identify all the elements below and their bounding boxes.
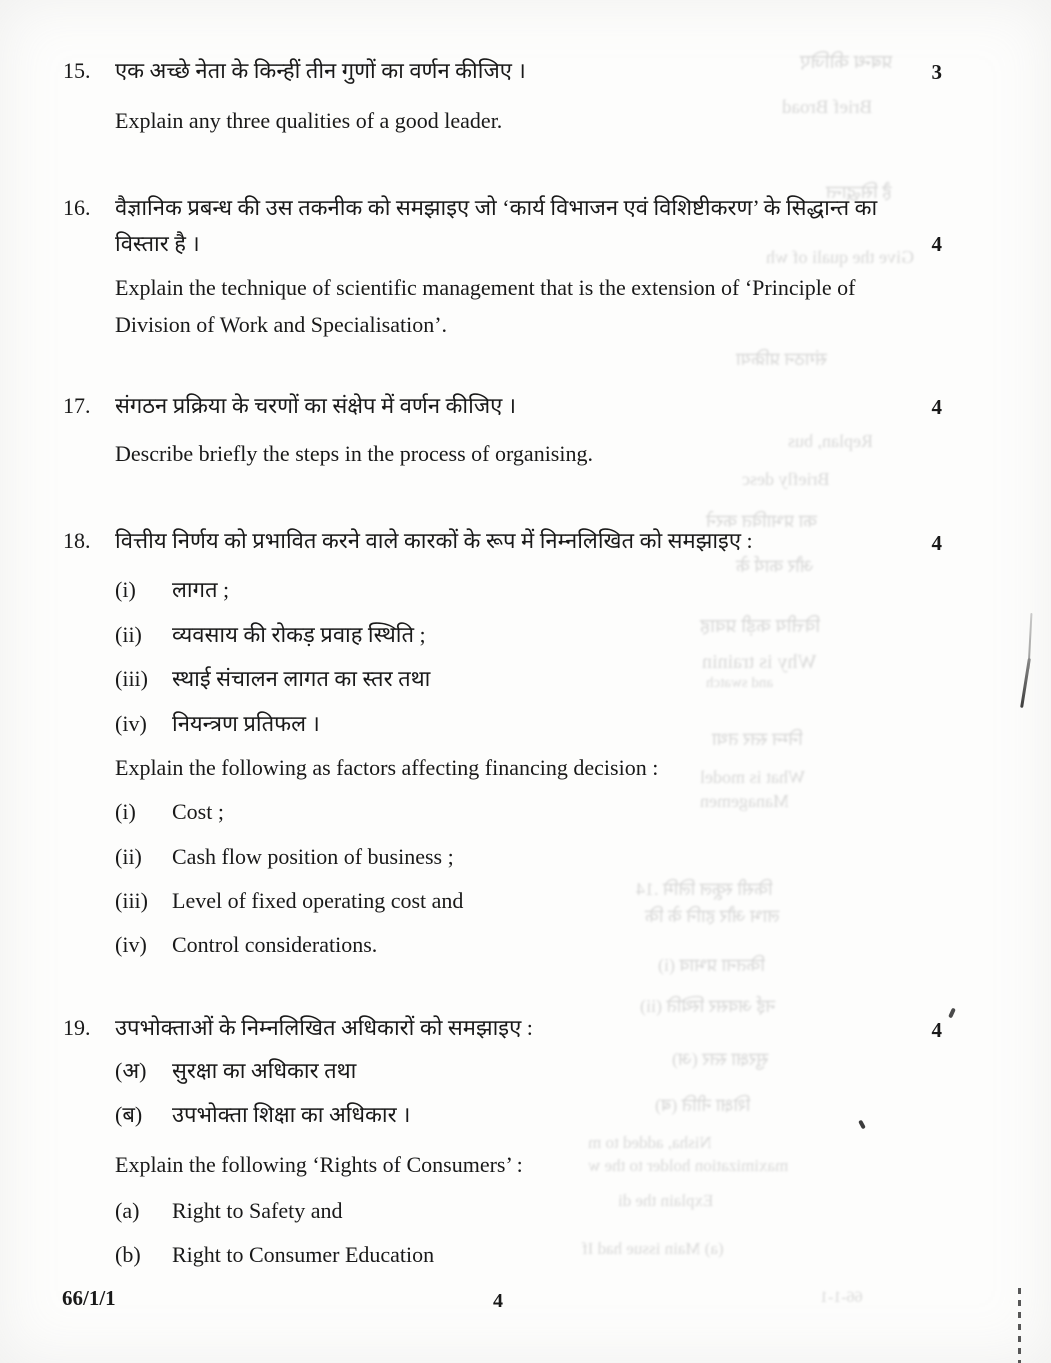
bleed-through-text: Briefly desc: [742, 469, 830, 489]
marks-badge: 4: [931, 1018, 942, 1042]
bleed-through-text: किसी स्कूल लिमि .14: [636, 879, 773, 899]
bleed-through-text: शिक्षा नीति (ब): [655, 1095, 751, 1115]
list-item: [115, 884, 463, 918]
question-number: 15.: [63, 58, 91, 83]
bleed-through-text: है सिद्धान्त: [826, 182, 892, 202]
list-item: [115, 618, 426, 652]
list-item-label: (अ): [115, 1058, 147, 1083]
list-item-text: उपभोक्ता शिक्षा का अधिकार ।: [172, 1102, 411, 1127]
list-item-text: नियन्त्रण प्रतिफल ।: [172, 711, 320, 736]
bleed-through-text: कितना प्रभाव (i): [658, 955, 765, 975]
question-text-english: Explain the following as factors affecting financing decision :: [115, 755, 659, 780]
list-item-text: Right to Consumer Education: [172, 1242, 435, 1267]
question-15-hindi-row: [63, 54, 526, 88]
list-item-text: Right to Safety and: [172, 1198, 343, 1223]
list-item: [115, 1098, 410, 1132]
bleed-through-text: का प्रभावित करने: [706, 511, 818, 531]
bleed-through-text: Managemen: [700, 791, 789, 811]
question-number: 18.: [63, 528, 91, 553]
footer-page-number: 4: [493, 1290, 503, 1312]
bleed-through-text: and swatch: [706, 675, 774, 691]
question-number: 17.: [63, 393, 91, 418]
list-item-label: (b): [115, 1242, 141, 1267]
bleed-through-text: और कार्य के: [736, 556, 814, 576]
list-item-label: (iv): [115, 932, 147, 957]
list-item: [115, 1238, 434, 1272]
bleed-through-text: Give the quali of wh: [766, 247, 914, 267]
pen-scratch-mark: [1020, 658, 1031, 708]
question-16-hindi-row: [63, 191, 877, 225]
question-text-english: Division of Work and Specialisation’.: [115, 312, 448, 337]
list-item-label: (iii): [115, 888, 148, 913]
list-item-label: (i): [115, 799, 136, 824]
question-text-english: Describe briefly the steps in the process of organising.: [115, 441, 593, 466]
question-number: 19.: [63, 1015, 91, 1040]
bleed-through-text: What is model: [700, 767, 805, 787]
list-item: [115, 795, 224, 829]
list-item-text: Cost ;: [172, 799, 224, 824]
question-text-english: Explain the following ‘Rights of Consumers’ :: [115, 1152, 523, 1177]
list-item-text: Cash flow position of business ;: [172, 844, 454, 869]
question-text-hindi: उपभोक्ताओं के निम्नलिखित अधिकारों को समझाइए :: [115, 1015, 533, 1040]
bleed-through-text: Explain the di: [618, 1191, 714, 1210]
list-item-text: Control considerations.: [172, 932, 378, 957]
list-item-label: (ii): [115, 844, 142, 869]
bleed-through-text: Replan, bus: [788, 431, 873, 451]
footer-paper-code: 66/1/1: [62, 1286, 116, 1310]
bleed-through-text: Nisha, added to m: [588, 1133, 712, 1152]
scan-edge-dashed-line: [1018, 1288, 1021, 1363]
bleed-through-text: सुरक्षा स्तर (अ): [672, 1049, 769, 1069]
list-item-label: (i): [115, 577, 136, 602]
list-item: [115, 707, 320, 741]
marks-badge: 4: [931, 232, 942, 256]
bleed-through-text: Why is trainin: [702, 651, 817, 673]
bleed-through-text: maximization holder to the w: [588, 1156, 789, 1175]
question-18-hindi-row: [63, 524, 753, 558]
marks-badge: 4: [931, 531, 942, 555]
list-item: [115, 573, 229, 607]
bleed-through-text: Brief Broad: [782, 97, 873, 118]
list-item-label: (ii): [115, 622, 142, 647]
bleed-through-text: लाभ और हानि के कि: [645, 906, 780, 926]
list-item-text: Level of fixed operating cost and: [172, 888, 464, 913]
question-text-hindi: विस्तार है ।: [115, 231, 200, 256]
question-17-hindi-row: [63, 389, 516, 423]
list-item: [115, 928, 377, 962]
bleed-through-text: प्रबन्ध कीजिए: [800, 52, 893, 73]
list-item-label: (ब): [115, 1102, 143, 1127]
question-text-english: Explain the technique of scientific management that is the extension of ‘Principle of: [115, 275, 856, 300]
pen-tick-mark: [858, 1120, 866, 1130]
list-item-label: (iii): [115, 666, 148, 691]
pen-tick-mark: [948, 1008, 956, 1019]
list-item: [115, 1194, 342, 1228]
list-item: [115, 662, 430, 696]
question-19-hindi-row: [63, 1011, 533, 1045]
list-item-label: (a): [115, 1198, 140, 1223]
question-text-hindi: वैज्ञानिक प्रबन्ध की उस तकनीक को समझाइए जो ‘कार्य विभाजन एवं विशिष्टीकरण’ के सिद्धान्त का: [115, 195, 878, 220]
bleed-through-text: संगठन प्रक्रिया: [736, 349, 828, 369]
bleed-through-text: (a) Main issue had If: [582, 1239, 724, 1258]
marks-badge: 4: [931, 395, 942, 419]
marks-badge: 3: [931, 60, 942, 84]
list-item-text: व्यवसाय की रोकड़ प्रवाह स्थिति ;: [172, 622, 426, 647]
list-item-label: (iv): [115, 711, 147, 736]
question-number: 16.: [63, 195, 91, 220]
question-text-hindi: संगठन प्रक्रिया के चरणों का संक्षेप में वर्णन कीजिए ।: [115, 393, 517, 418]
list-item-text: लागत ;: [172, 577, 230, 602]
list-item: [115, 840, 454, 874]
bleed-through-text: नई अवसर स्थिति (ii): [640, 996, 776, 1016]
question-text-hindi: वित्तीय निर्णय को प्रभावित करने वाले कारकों के रूप में निम्नलिखित को समझाइए :: [115, 528, 753, 553]
bleed-through-text: 66-1-1: [820, 1289, 863, 1306]
bleed-through-text: वित्तीय कड़ी प्रवाह: [700, 616, 821, 637]
list-item-text: सुरक्षा का अधिकार तथा: [172, 1058, 357, 1083]
list-item: [115, 1054, 356, 1088]
question-text-hindi: एक अच्छे नेता के किन्हीं तीन गुणों का वर्णन कीजिए ।: [115, 58, 526, 83]
list-item-text: स्थाई संचालन लागत का स्तर तथा: [172, 666, 431, 691]
question-text-english: Explain any three qualities of a good leader.: [115, 108, 503, 133]
bleed-through-text: निम्न स्तर तथा: [712, 729, 803, 749]
